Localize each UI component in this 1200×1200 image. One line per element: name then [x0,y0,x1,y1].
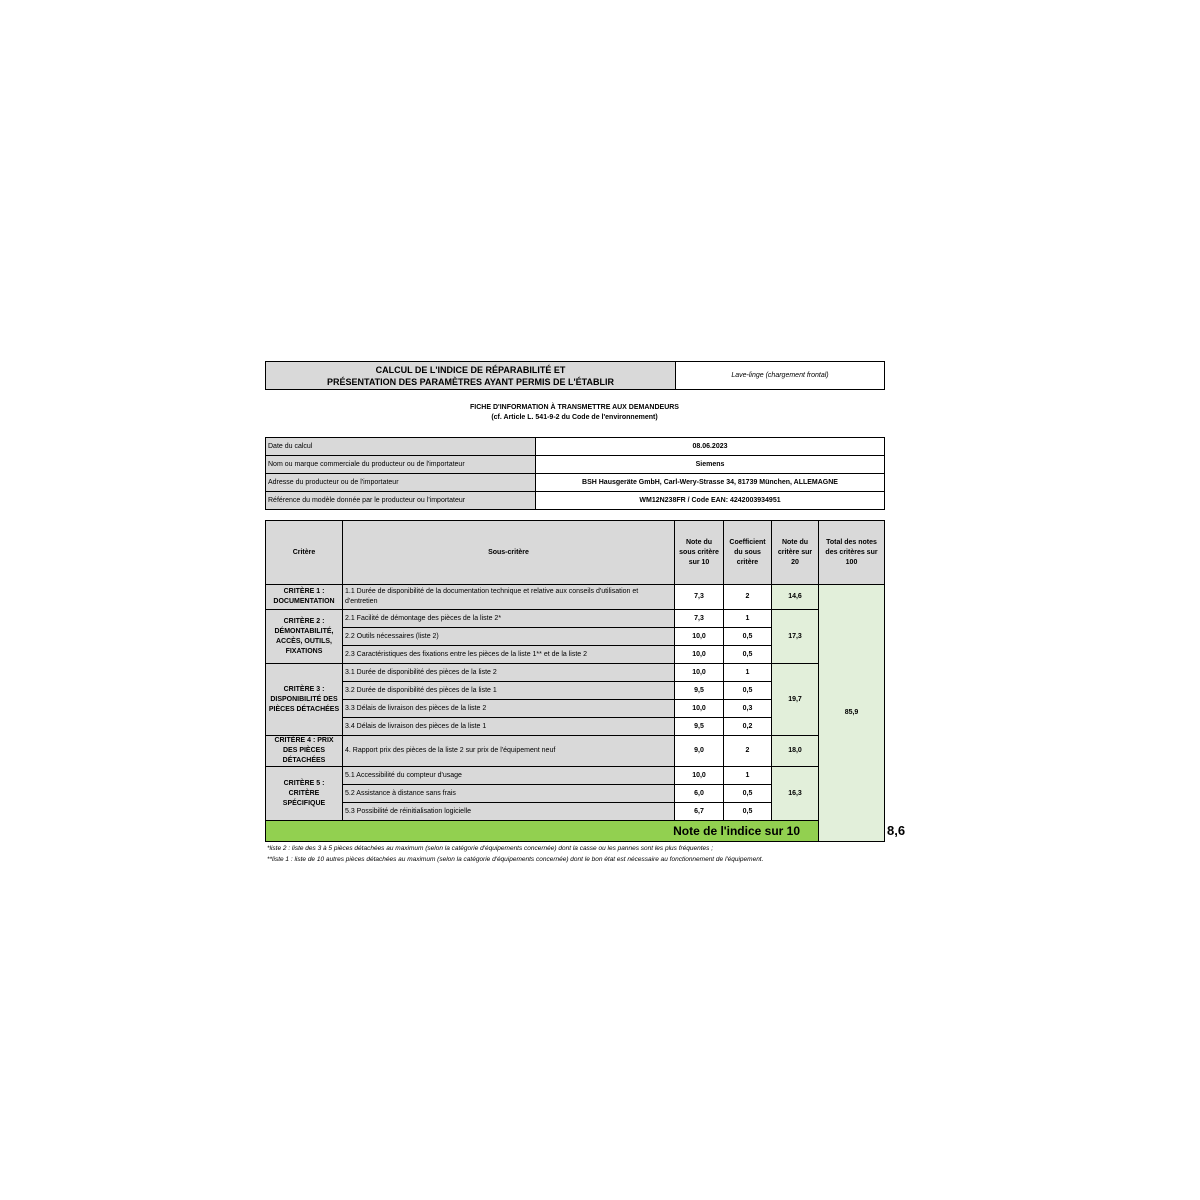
criterion-name: CRITÈRE 5 : CRITÈRE SPÉCIFIQUE [266,767,343,821]
sub-criterion-label: 3.1 Durée de disponibilité des pièces de la liste 2 [343,664,675,682]
info-label: Adresse du producteur ou de l'importateur [266,474,536,492]
criterion-score: 19,7 [772,664,819,736]
repairability-sheet [265,361,906,865]
sub-criterion-note: 7,3 [675,610,724,628]
info-row [266,456,885,474]
header-coef: Coefficient du sous critère [724,521,772,585]
table-row [266,585,885,610]
info-row [266,438,885,456]
info-label: Référence du modèle donnée par le producteur ou l'importateur [266,492,536,510]
info-value: 08.06.2023 [536,438,885,456]
info-label: Nom ou marque commerciale du producteur ou de l'importateur [266,456,536,474]
table-row [266,736,885,767]
sub-criterion-note: 6,7 [675,803,724,821]
sub-criterion-coef: 0,5 [724,628,772,646]
sub-criterion-coef: 0,5 [724,646,772,664]
header-total: Total des notes des critères sur 100 [819,521,885,585]
fiche-line-2: (cf. Article L. 541-9-2 du Code de l'environnement) [491,414,658,421]
sub-criterion-coef: 1 [724,664,772,682]
criterion-score: 17,3 [772,610,819,664]
title-line-2: PRÉSENTATION DES PARAMÈTRES AYANT PERMIS DE L'ÉTABLIR [326,376,614,387]
sub-criterion-label: 3.4 Délais de livraison des pièces de la liste 1 [343,718,675,736]
info-value: Siemens [536,456,885,474]
info-value: BSH Hausgeräte GmbH, Carl-Wery-Strasse 34, 81739 München, ALLEMAGNE [536,474,885,492]
header-sous-critere: Sous-critère [343,521,675,585]
sub-criterion-label: 5.2 Assistance à distance sans frais [343,785,675,803]
header-critere: Critère [266,521,343,585]
info-label: Date du calcul [266,438,536,456]
criterion-name: CRITÈRE 4 : PRIX DES PIÈCES DÉTACHÉES [266,736,343,767]
sub-criterion-note: 9,5 [675,718,724,736]
table-row [266,767,885,785]
footnote-liste-2: *liste 2 : liste des 3 à 5 pièces détachées au maximum (selon la catégorie d'équipements concernée) dont la casse ou les pannes sont les plus fréquentes ; [267,845,714,852]
sub-criterion-coef: 2 [724,585,772,610]
header-table [265,361,885,390]
sub-criterion-note: 10,0 [675,700,724,718]
criterion-name: CRITÈRE 3 : DISPONIBILITÉ DES PIÈCES DÉTACHÉES [266,664,343,736]
criterion-score: 18,0 [772,736,819,767]
criterion-name: CRITÈRE 1 : DOCUMENTATION [266,585,343,610]
sub-criterion-note: 10,0 [675,628,724,646]
sub-criterion-note: 10,0 [675,767,724,785]
info-value: WM12N238FR / Code EAN: 4242003934951 [536,492,885,510]
sub-criterion-coef: 0,5 [724,682,772,700]
footnotes [265,843,884,865]
info-row [266,492,885,510]
sub-criterion-note: 10,0 [675,646,724,664]
sub-criterion-coef: 1 [724,767,772,785]
grand-total: 85,9 [819,585,885,842]
fiche-line-1: FICHE D'INFORMATION À TRANSMETTRE AUX DEMANDEURS [470,404,679,411]
index-total-row: Note de l'indice sur 10 8,6 [266,821,885,842]
sub-criterion-label: 4. Rapport prix des pièces de la liste 2 sur prix de l'équipement neuf [343,736,675,767]
table-row [266,664,885,682]
header-note-sous: Note du sous critère sur 10 [675,521,724,585]
product-type: Lave-linge (chargement frontal) [676,362,885,390]
criterion-score: 16,3 [772,767,819,821]
sub-criterion-note: 6,0 [675,785,724,803]
sub-criterion-label: 2.2 Outils nécessaires (liste 2) [343,628,675,646]
criteria-header-row [266,521,885,585]
sub-criterion-label: 5.3 Possibilité de réinitialisation logicielle [343,803,675,821]
sub-criterion-label: 2.3 Caractéristiques des fixations entre les pièces de la liste 1** et de la liste 2 [343,646,675,664]
sub-criterion-label: 1.1 Durée de disponibilité de la documentation technique et relative aux conseils d'utilisation et d'entretien [343,585,675,610]
sub-criterion-label: 3.2 Durée de disponibilité des pièces de la liste 1 [343,682,675,700]
sub-criterion-coef: 0,3 [724,700,772,718]
sub-criterion-coef: 0,2 [724,718,772,736]
table-row [266,610,885,628]
criterion-name: CRITÈRE 2 : DÉMONTABILITÉ, ACCÈS, OUTILS, FIXATIONS [266,610,343,664]
sub-criterion-label: 5.1 Accessibilité du compteur d'usage [343,767,675,785]
sub-criterion-note: 9,0 [675,736,724,767]
sub-criterion-label: 2.1 Facilité de démontage des pièces de la liste 2* [343,610,675,628]
sub-criterion-coef: 0,5 [724,785,772,803]
sub-criterion-note: 9,5 [675,682,724,700]
footnote-liste-1: **liste 1 : liste de 10 autres pièces détachées au maximum (selon la catégorie d'équipements concernée) dont le bon état est nécessaire au fonctionnement de l'équipement. [267,856,764,863]
sub-criterion-coef: 2 [724,736,772,767]
sub-criterion-note: 10,0 [675,664,724,682]
criteria-table [265,520,906,842]
sheet-title [266,362,676,390]
index-label: Note de l'indice sur 10 [266,821,819,842]
fiche-heading [265,403,884,423]
sub-criterion-coef: 1 [724,610,772,628]
title-line-1: CALCUL DE L'INDICE DE RÉPARABILITÉ ET [375,364,566,375]
info-table [265,437,885,510]
info-row [266,474,885,492]
header-note-critere: Note du critère sur 20 [772,521,819,585]
criterion-score: 14,6 [772,585,819,610]
sub-criterion-label: 3.3 Délais de livraison des pièces de la liste 2 [343,700,675,718]
sub-criterion-note: 7,3 [675,585,724,610]
sub-criterion-coef: 0,5 [724,803,772,821]
